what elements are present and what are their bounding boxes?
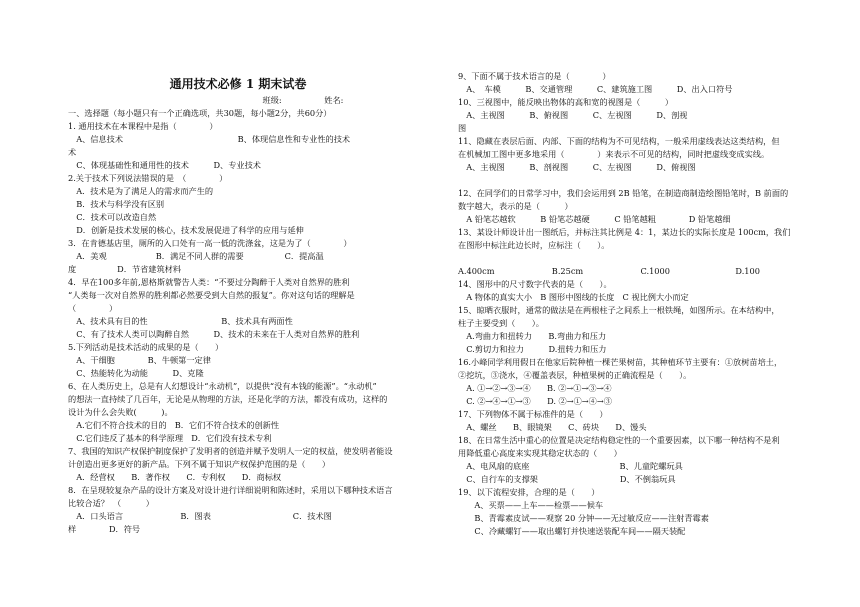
text-line: 柱子主要受到（ ）。 bbox=[458, 318, 544, 328]
text-line: A.400cm B.25cm C.1000 D.100 bbox=[458, 266, 760, 276]
text-line: 一、选择题（每小题只有一个正确选项，共30题，每小题2分，共60分） bbox=[68, 108, 332, 118]
text-line: 1. 通用技术在本课程中是指（ ） bbox=[68, 121, 218, 131]
text-line: A 物体的真实大小 B 图形中图线的长度 C 视比例大小而定 bbox=[458, 292, 689, 302]
text-line: A.弯曲力和扭转力 B.弯曲力和压力 bbox=[458, 331, 607, 341]
text-line: A、 车模 B、交通管理 C、建筑施工图 D、出入口符号 bbox=[458, 84, 733, 94]
text-line: A、技术具有目的性 B、技术具有两面性 bbox=[68, 316, 293, 326]
text-line: 用降低重心高度来实现其稳定状态的（ ） bbox=[458, 448, 622, 458]
text-line: 4．早在100多年前,恩格斯就警告人类：“不要过分陶醉于人类对自然界的胜利 bbox=[68, 277, 350, 287]
text-line: C、体现基础性和通用性的技术 D、专业技术 bbox=[68, 160, 261, 170]
text-line: A．美观 B．满足不同人群的需要 C．提高温 bbox=[68, 251, 324, 261]
text-line: A．技术是为了满足人的需求而产生的 bbox=[68, 186, 214, 196]
text-line: A、螺丝 B、眼镜架 C、砖块 D、馒头 bbox=[458, 422, 647, 432]
text-line bbox=[458, 252, 810, 265]
text-line: 19、以下流程安排，合理的是（ ） bbox=[458, 487, 600, 497]
right-question-list bbox=[458, 70, 810, 538]
text-line: A、主视图 B、俯视图 C、左视图 D、剖视 bbox=[458, 110, 688, 120]
text-line: 2.关于技术下列说法错误的是 （ ） bbox=[68, 173, 228, 183]
text-line: 7、我国的知识产权保护制度保护了发明者的创造并赋予发明人一定的权益，使发明者能设 bbox=[68, 446, 393, 456]
name-label: 姓名: bbox=[324, 95, 344, 105]
text-line: A、干细胞 B、牛顿第一定律 bbox=[68, 355, 211, 365]
text-line: 计创造出更多更好的新产品。下列不属于知识产权保护范围的是（ ） bbox=[68, 459, 331, 469]
text-line: 13、某设计师设计出一图纸后，并标注其比例是 4：1，某边长的实际长度是 100cm，我们 bbox=[458, 227, 791, 237]
text-line: A、主视图 B、剖视图 C、左视图 D、俯视图 bbox=[458, 162, 696, 172]
text-line: “人类每一次对自然界的胜利都必然要受到大自然的报复”。你对这句话的理解是 bbox=[68, 290, 355, 300]
text-line: A. ①→②→③→④ B. ②→①→③→④ bbox=[458, 383, 612, 393]
text-line: 度 D．节省建筑材料 bbox=[68, 264, 182, 274]
text-line: 14、图形中的尺寸数字代表的是（ ）。 bbox=[458, 279, 612, 289]
text-line: A、买票——上车——检票——候车 bbox=[458, 500, 604, 510]
text-line: 17、下列物体不属于标准件的是（ ） bbox=[458, 409, 608, 419]
text-line: 10、三视图中，能反映出物体的高和宽的视图是（ ） bbox=[458, 97, 674, 107]
text-line: 样 D．符号 bbox=[68, 524, 141, 534]
text-line: 11、隐藏在表层后面、内部、下面的结构为不可见结构，一般采用虚线表达这类结构，但 bbox=[458, 136, 780, 146]
text-line: ②挖坑，③浇水，④覆盖表层，种植果树的正确流程是（ ）。 bbox=[458, 370, 692, 380]
text-line: C. ②→④→①→③ D. ②→①→④→③ bbox=[458, 396, 612, 406]
text-line: 图 bbox=[458, 123, 467, 133]
text-line: B、青霉素皮试——观察 20 分钟——无过敏反应——注射青霉素 bbox=[458, 513, 709, 523]
text-line: 5.下列活动是技术活动的成果的是（ ） bbox=[68, 342, 224, 352]
text-line: A 铅笔芯越软 B 铅笔芯越硬 C 铅笔越粗 D 铅笔越细 bbox=[458, 214, 731, 224]
text-line: 18、在日常生活中重心的位置是决定结构稳定性的一个重要因素，以下哪一种结构不是利 bbox=[458, 435, 780, 445]
text-line: C、冷藏螺钉——取出螺钉并快速送装配车间——隔天装配 bbox=[458, 526, 686, 536]
text-line: C.剪切力和拉力 D.扭转力和压力 bbox=[458, 344, 607, 354]
text-line: 比较合适？ （ ） bbox=[68, 498, 154, 508]
text-line: A．经营权 B．著作权 C．专利权 D．商标权 bbox=[68, 472, 282, 482]
left-column bbox=[68, 0, 408, 536]
text-line bbox=[458, 174, 810, 187]
text-line: B．技术与科学没有区别 bbox=[68, 199, 165, 209]
text-line: C、有了技术人类可以陶醉自然 D、技术的未来在于人类对自然界的胜利 bbox=[68, 329, 360, 339]
right-top-spacer bbox=[458, 0, 810, 70]
left-question-list bbox=[68, 107, 408, 536]
right-column bbox=[458, 0, 810, 538]
text-line: 6、在人类历史上，总是有人幻想设计“永动机”，以提供“没有本钱的能源”。“永动机” bbox=[68, 381, 377, 391]
text-line: D．创新是技术发展的核心，技术发展促进了科学的应用与延伸 bbox=[68, 225, 304, 235]
text-line: 在机械加工图中更多地采用（ ）来表示不可见的结构，同时把虚线变成实线。 bbox=[458, 149, 770, 159]
class-label: 班级: bbox=[262, 95, 282, 105]
student-info bbox=[68, 94, 408, 107]
text-line: A.它们不符合技术的目的 B．它们不符合技术的创新性 bbox=[68, 420, 280, 430]
text-line: 术 bbox=[68, 147, 77, 157]
text-line: 数字越大，表示的是（ ） bbox=[458, 201, 573, 211]
text-line: 3．在肯德基店里，厕所的入口处有一高一低的洗涤盆，这是为了（ ） bbox=[68, 238, 352, 248]
text-line: 的想法一直持续了几百年，无论是从物理的方法，还是化学的方法，都没有成功，这样的 bbox=[68, 394, 388, 404]
text-line: 设计为什么会失败( )。 bbox=[68, 407, 173, 417]
text-line: C.它们违反了基本的科学原理 D．它们没有技术专利 bbox=[68, 433, 272, 443]
text-line: 16.小峰同学利用假日在他家后院种植一棵芒果树苗，其种植环节主要有：①放树苗培土， bbox=[458, 357, 783, 367]
text-line: C、自行车的支撑架 D、不倒翁玩具 bbox=[458, 474, 676, 484]
text-line: 12、在同学们的日常学习中，我们会运用到 2B 铅笔，在制造商制造绘图铅笔时，B 前面的 bbox=[458, 188, 789, 198]
text-line: A、电风扇的底座 B、儿童陀螺玩具 bbox=[458, 461, 683, 471]
text-line: （ ） bbox=[68, 303, 118, 313]
text-line: 15、晾晒衣服时，通常的做法是在两根柱子之间系上一根铁绳，如图所示。在本结构中， bbox=[458, 305, 780, 315]
text-line: 8．在呈现较复杂产品的设计方案及对设计进行详细说明和陈述时，采用以下哪种技术语言 bbox=[68, 485, 393, 495]
text-line: 在图形中标注此边长时，应标注（ ）。 bbox=[458, 240, 610, 250]
text-line: 9、下面不属于技术语言的是（ ） bbox=[458, 71, 611, 81]
text-line: A、信息技术 B、体现信息性和专业性的技术 bbox=[68, 134, 351, 144]
page-title: 通用技术必修 1 期末试卷 bbox=[169, 77, 307, 91]
text-line: A．口头语言 B．图表 C．技术图 bbox=[68, 511, 332, 521]
text-line: C．技术可以改造自然 bbox=[68, 212, 157, 222]
text-line: C、热能转化为动能 D、克隆 bbox=[68, 368, 204, 378]
